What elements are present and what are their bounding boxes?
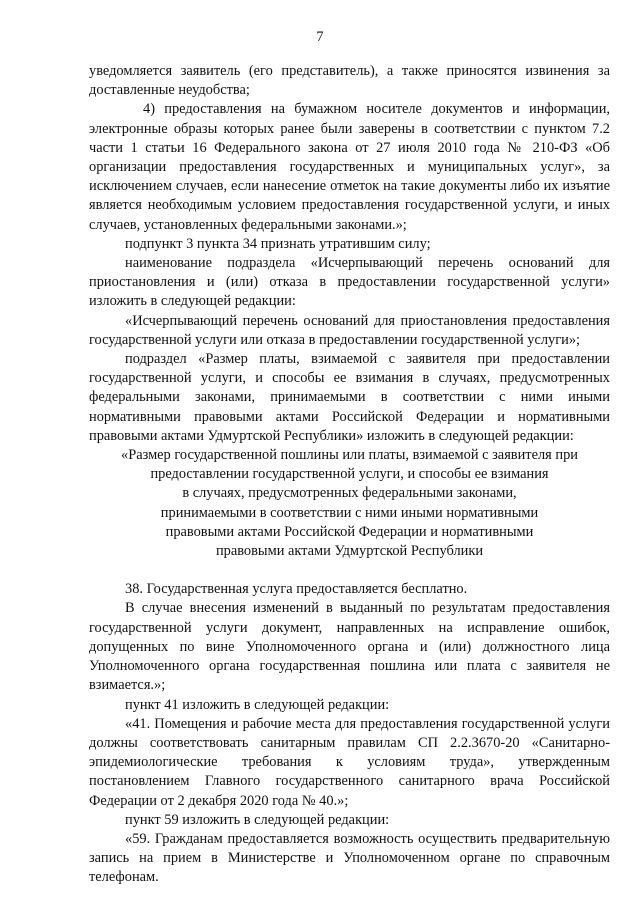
paragraph-2: 4) предоставления на бумажном носителе документов и информации, электронные образы которых ранее были заверены в соответствии с пунктом 7.2 части 1 статьи 16 Федерального закона от 27 июля 2010 года № 210-ФЗ «Об организации предоставления государственных и муниципальных услуг», за исключением случаев, если нанесение отметок на такие документы либо их изъятие является необходимым условием предоставления государственной услуги, и иных случаев, установленных федеральными законами.»; [89, 101, 610, 233]
paragraph-8: В случае внесения изменений в выданный по результатам предоставления государственной услуги документ, направленных на исправление ошибок, допущенных по вине Уполномоченного органа и (или) должностного лица Уполномоченного органа государственная пошлина или плата с заявителя не взимается.»; [89, 600, 610, 694]
heading-line: предоставлении государственной услуги, и способы ее взимания [150, 466, 549, 483]
paragraph-5: «Исчерпывающий перечень оснований для приостановления предоставления государственной услуги или отказа в предоставлении государственной услуги»; [89, 312, 610, 348]
paragraph-6: подраздел «Размер платы, взимаемой с заявителя при предоставлении государственной услуги, и способы ее взимания в случаях, предусмотренных федеральными законами, принимаемыми в соответствии с ними иными нормативными правовыми актами Российской Федерации и нормативными правовыми актами Удмуртской Республики» изложить в следующей редакции: [89, 351, 610, 444]
page-number: 7 [316, 29, 324, 45]
paragraph-11: пункт 59 изложить в следующей редакции: [125, 811, 390, 828]
heading-line: правовыми актами Удмуртской Республики [215, 543, 484, 560]
spacer [89, 561, 610, 580]
paragraph-9: пункт 41 изложить в следующей редакции: [125, 696, 390, 713]
paragraph-12: «59. Гражданам предоставляется возможность осуществить предварительную запись на прием в Министерстве и Уполномоченном органе по справочным телефонам. [89, 830, 610, 886]
heading-line: в случаях, предусмотренных федеральными законами, [182, 485, 517, 502]
paragraph-7: 38. Государственная услуга предоставляется бесплатно. [125, 581, 468, 598]
paragraph-4: наименование подраздела «Исчерпывающий перечень оснований для приостановления и (или) отказа в предоставлении государственной услуги» изложить в следующей редакции: [89, 255, 610, 310]
paragraph-3: подпункт 3 пункта 34 признать утратившим силу; [125, 235, 431, 252]
paragraph-1: уведомляется заявитель (его представитель), а также приносятся извинения за доставленные неудобства; [89, 63, 610, 99]
paragraph-10: «41. Помещения и рабочие места для предоставления государственной услуги должны соответствовать санитарным правилам СП 2.2.3670-20 «Санитарно-эпидемиологические требования к условиям труда», утвержденным постановлением Главного государственного санитарного врача Российской Федерации от 2 декабря 2020 года № 40.»; [89, 715, 610, 809]
heading-line: «Размер государственной пошлины или платы, взимаемой с заявителя при [121, 447, 578, 464]
document-body [89, 62, 610, 888]
section-heading [75, 446, 624, 561]
heading-line: принимаемыми в соответствии с ними иными нормативными [160, 504, 539, 521]
heading-line: правовыми актами Российской Федерации и нормативными [165, 523, 534, 540]
